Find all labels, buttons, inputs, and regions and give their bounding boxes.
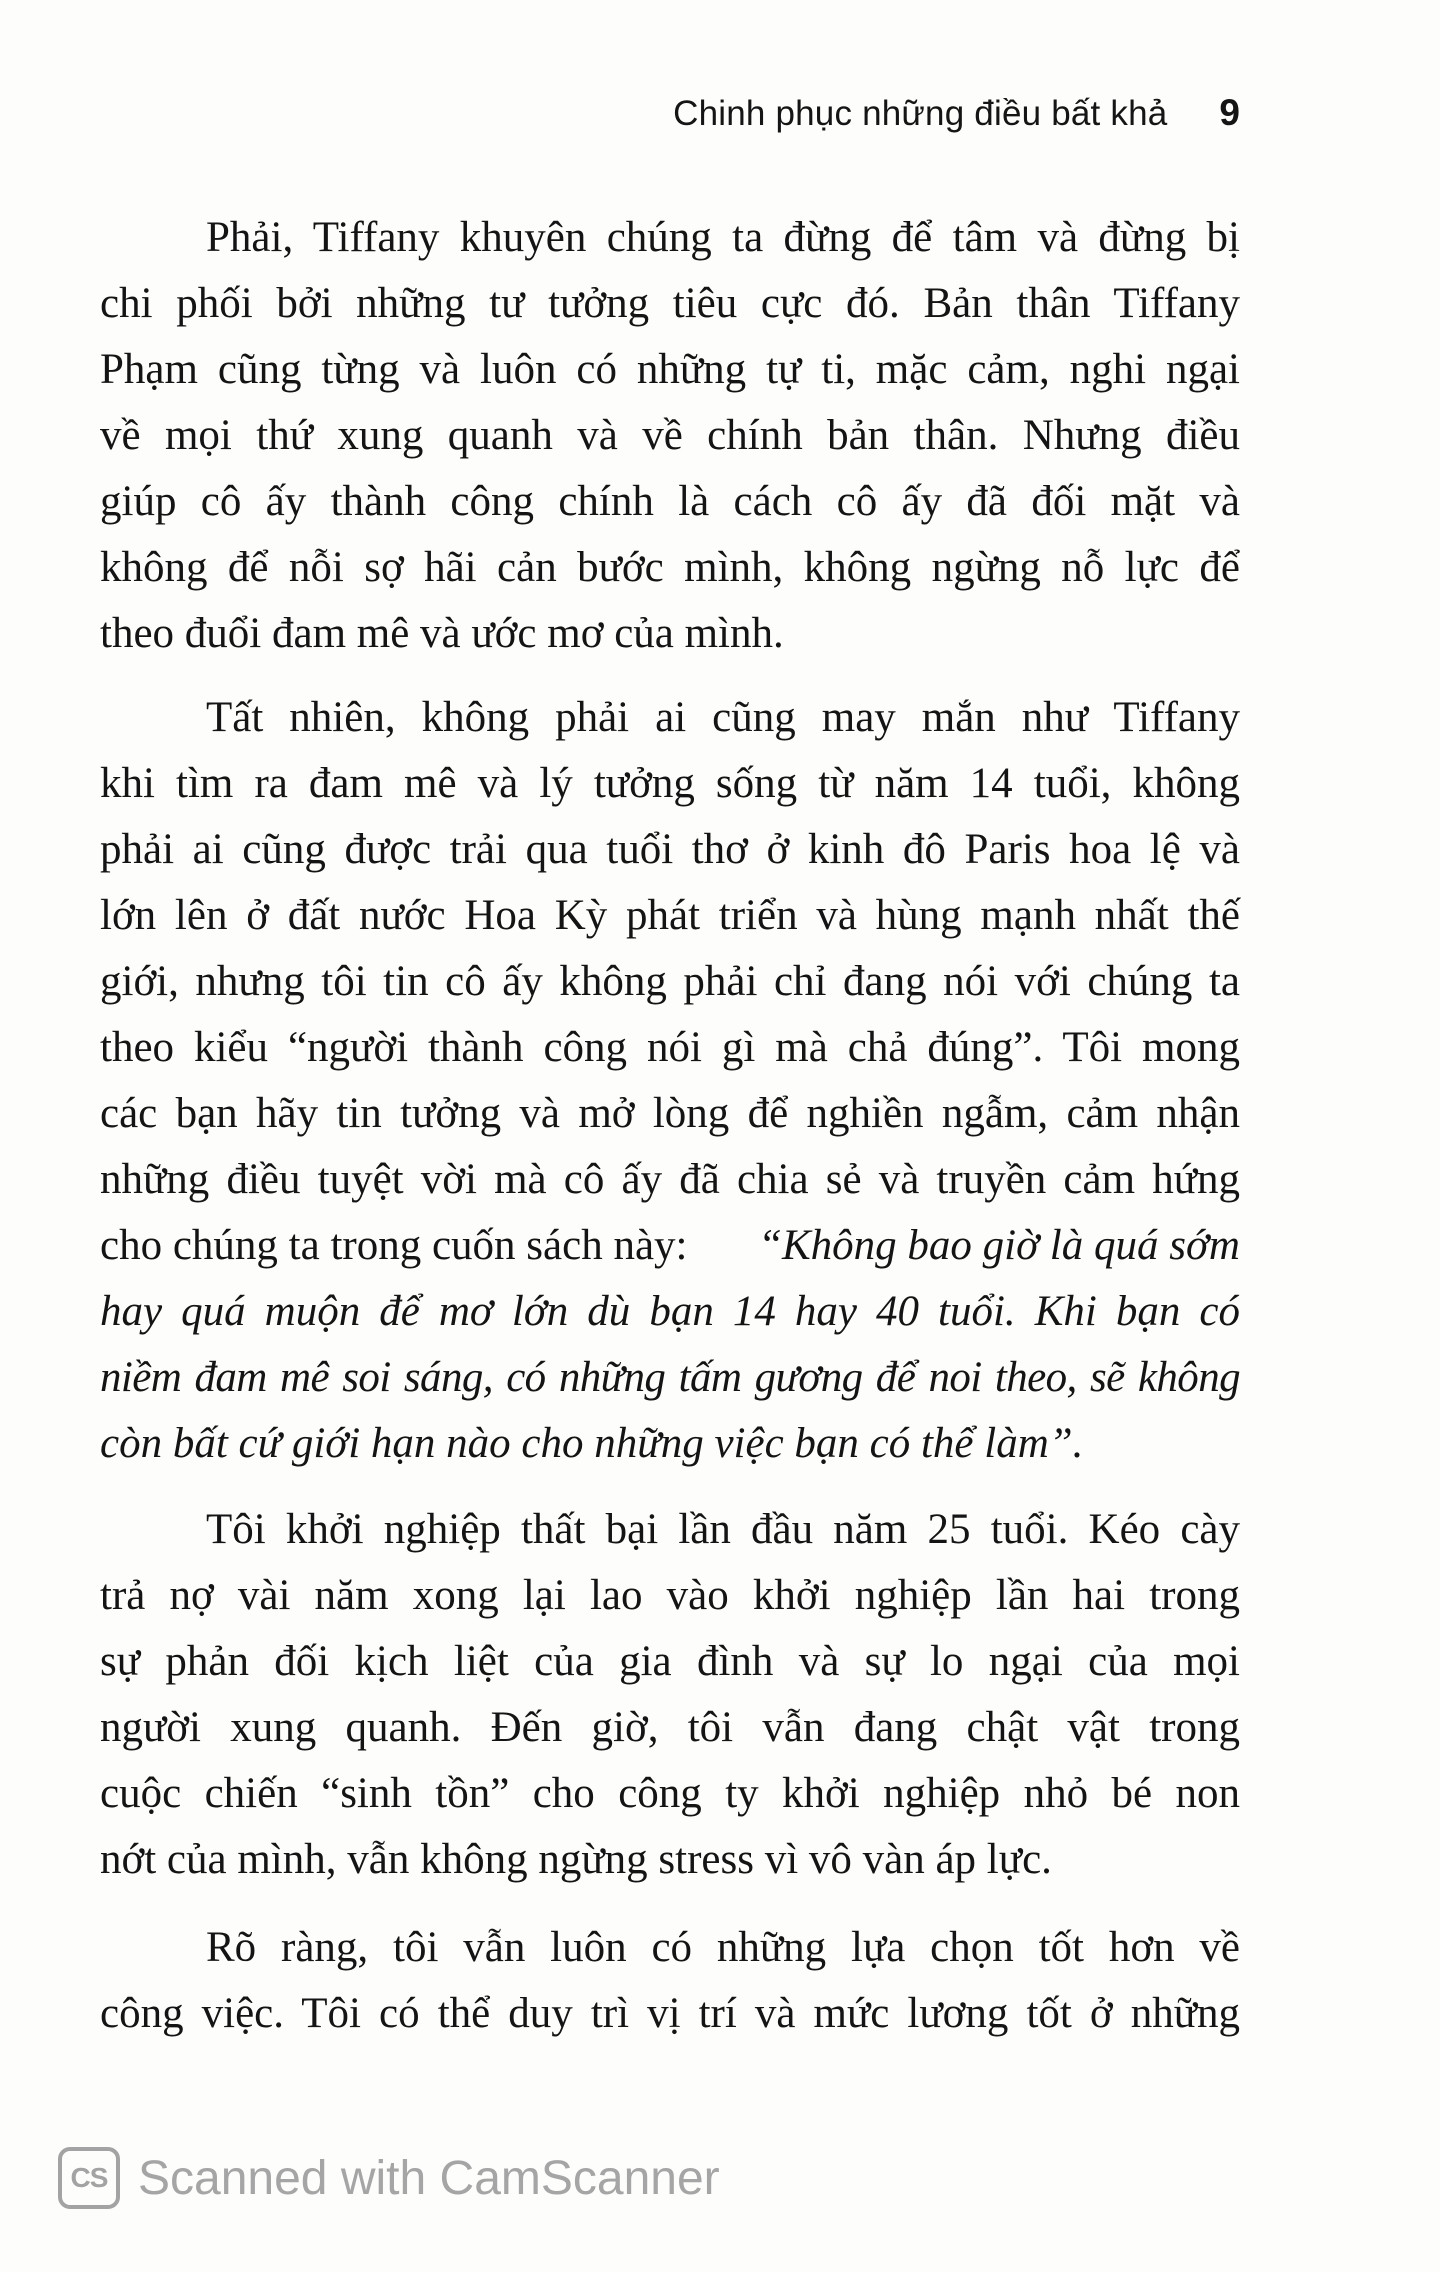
text-line: chi phối bởi những tư tưởng tiêu cực đó. Bản thân Tiffany [100,280,1240,327]
text-segment: cho chúng ta trong cuốn sách này: [100,1222,699,1269]
text-line: các bạn hãy tin tưởng và mở lòng để nghiền ngẫm, cảm nhận [100,1090,1240,1137]
paragraph-4 [100,1915,1240,2047]
text-line: công việc. Tôi có thể duy trì vị trí và mức lương tốt ở những [100,1990,1240,2037]
text-line: người xung quanh. Đến giờ, tôi vẫn đang chật vật trong [100,1704,1240,1751]
camscanner-watermark [58,2143,720,2213]
text-line: Phải, Tiffany khuyên chúng ta đừng để tâm và đừng bị [206,214,1240,261]
quote-line: còn bất cứ giới hạn nào cho những việc bạn có thể làm”. [100,1420,1084,1467]
text-line: Tôi khởi nghiệp thất bại lần đầu năm 25 tuổi. Kéo cày [206,1506,1240,1553]
text-line: lớn lên ở đất nước Hoa Kỳ phát triển và hùng mạnh nhất thế [100,892,1240,939]
text-line: phải ai cũng được trải qua tuổi thơ ở kinh đô Paris hoa lệ và [100,826,1240,873]
text-line: theo đuổi đam mê và ước mơ của mình. [100,610,784,657]
paragraph-2 [100,685,1240,1477]
text-line: về mọi thứ xung quanh và về chính bản thân. Nhưng điều [100,412,1240,459]
text-line: không để nỗi sợ hãi cản bước mình, không ngừng nỗ lực để [100,544,1240,591]
text-line: Phạm cũng từng và luôn có những tự ti, mặc cảm, nghi ngại [100,346,1240,393]
body-text [100,205,1240,2069]
text-line: giới, nhưng tôi tin cô ấy không phải chỉ đang nói với chúng ta [100,958,1240,1005]
quote-segment: “Không bao giờ là quá sớm [758,1222,1240,1269]
text-line: những điều tuyệt vời mà cô ấy đã chia sẻ và truyền cảm hứng [100,1156,1240,1203]
text-line: sự phản đối kịch liệt của gia đình và sự lo ngại của mọi [100,1638,1240,1685]
text-line: giúp cô ấy thành công chính là cách cô ấy đã đối mặt và [100,478,1240,525]
watermark-text: Scanned with CamScanner [138,2151,720,2205]
running-header [620,92,1240,142]
page-number: 9 [1219,92,1240,133]
text-line: cuộc chiến “sinh tồn” cho công ty khởi nghiệp nhỏ bé non [100,1770,1240,1817]
quote-line: niềm đam mê soi sáng, có những tấm gương để noi theo, sẽ không [100,1354,1240,1401]
text-line: theo kiểu “người thành công nói gì mà chả đúng”. Tôi mong [100,1024,1240,1071]
text-line: nớt của mình, vẫn không ngừng stress vì vô vàn áp lực. [100,1836,1052,1883]
text-line: Rõ ràng, tôi vẫn luôn có những lựa chọn tốt hơn về [206,1924,1240,1971]
paragraph-1 [100,205,1240,667]
text-line: khi tìm ra đam mê và lý tưởng sống từ năm 14 tuổi, không [100,760,1240,807]
paragraph-3 [100,1497,1240,1893]
text-line: trả nợ vài năm xong lại lao vào khởi nghiệp lần hai trong [100,1572,1240,1619]
running-title: Chinh phục những điều bất khả [673,94,1168,133]
quote-line: hay quá muộn để mơ lớn dù bạn 14 hay 40 tuổi. Khi bạn có [100,1288,1240,1335]
camscanner-logo: CS [58,2147,120,2209]
text-line: Tất nhiên, không phải ai cũng may mắn như Tiffany [206,694,1240,741]
text-line-mixed [100,1213,1240,1279]
